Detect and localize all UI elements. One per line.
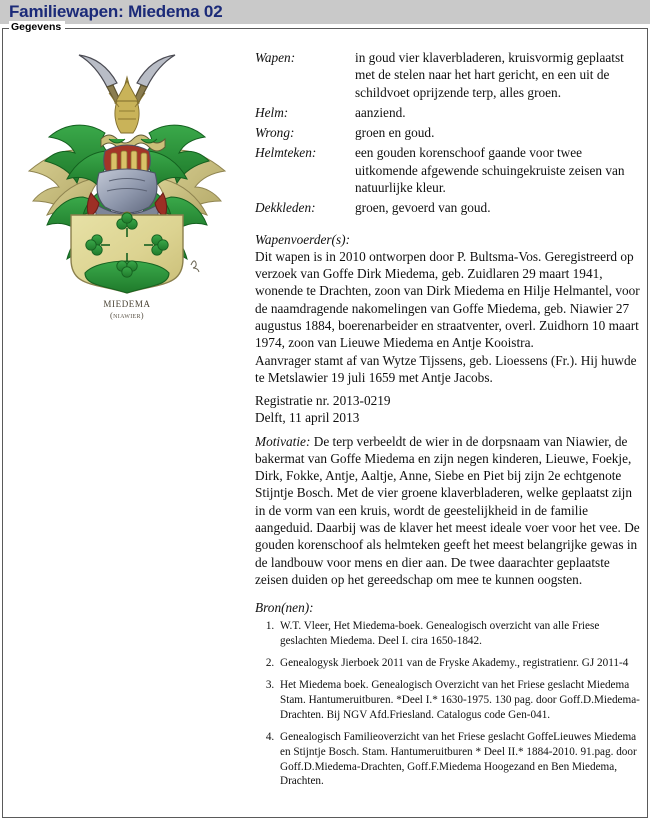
table-row	[255, 144, 643, 199]
list-item: 1. W.T. Vleer, Het Miedema-boek. Genealogisch overzicht van alle Friese geslachten Miedema. Deel I. cira 1650-1842.	[277, 619, 643, 649]
table-row	[255, 124, 643, 144]
page-title: Familiewapen: Miedema 02	[9, 2, 223, 21]
coat-of-arms-column	[3, 43, 251, 796]
blazon-value: groen, gevoerd van goud.	[355, 200, 491, 216]
gegevens-panel	[2, 21, 648, 818]
table-row	[255, 104, 643, 124]
panel-legend: Gegevens	[9, 21, 65, 33]
list-item: 2. Genealogysk Jierboek 2011 van de Fryske Akademy., registratienr. GJ 2011-4	[277, 656, 643, 671]
list-item: 3. Het Miedema boek. Genealogisch Overzicht van het Friese geslacht Miedema Stam. Hantumeruitburen. *Deel I.* 1630-1975. 130 pag. door Goff.D.Miedema-Drachten. Bij NGV Afd.Friesland. Catalogus code Gen-041.	[277, 678, 643, 723]
spacer	[255, 220, 643, 231]
table-row	[255, 49, 643, 104]
registration-number: Registratie nr. 2013-0219	[255, 393, 391, 409]
spacer	[255, 588, 643, 599]
caption-family-name: miedema	[103, 296, 151, 310]
caption-place-name: (niawier)	[110, 310, 144, 321]
motivation-paragraph	[255, 433, 643, 589]
blazon-value: groen en goud.	[355, 125, 435, 141]
motivation-label: Motivatie:	[255, 433, 311, 449]
blazon-value: aanziend.	[355, 104, 406, 120]
shield	[71, 213, 183, 293]
blazon-label: Helmteken:	[255, 145, 317, 161]
place-and-date: Delft, 11 april 2013	[255, 410, 360, 426]
blazon-value: een gouden korenschoof gaande voor twee uitkomende afgewende schuingekruiste zeisen van natuurlijke kleur.	[355, 145, 625, 195]
motivation-text: De terp verbeeldt de wier in de dorpsnaam van Niawier, de bakermat van Goffe Miedema en zijn negen kinderen, Lieuwe, Foekje, Dirk, Fokke, Antje, Aaltje, Anne, Siebe en Piet bij zijn 2e echtgenote Stijntje Bosch. Met de vier groene klaverbladeren, welke geplaatst zijn in de vorm van een kruis, wordt de geestelijkheid in de familie aangeduid. Daarbij was de klaver het meest ideale voer voor het vee. De gouden korenschoof als helmteken geeft het meest belangrijke gewas in de landbouw voor mens en dier aan. De twee daarachter geplaatste zeisen duiden op het gereedschap om mee te kunnen oogsten.	[255, 433, 640, 587]
blazon-label: Helm:	[255, 104, 289, 120]
coat-of-arms-image	[13, 47, 241, 295]
blazon-label: Wapen:	[255, 50, 296, 65]
page-title-bar	[0, 0, 650, 24]
bearer-paragraph-1: Dit wapen is in 2010 ontworpen door P. Bultsma-Vos. Geregistreerd op verzoek van Goffe Dirk Miedema, geb. Zuidlaren 29 maart 1941, wonende te Drachten, zoon van Dirk Miedema en Hilje Helmantel, voor de naamdragende nakomelingen van Goffe Miedema, geb. Niawier 27 augustus 1884, boerenarbeider en straatventer, overl. Zuidhorn 10 maart 1974, zoon van Lieuwe Miedema en Antje Kooistra.	[255, 248, 640, 351]
blazon-value: in goud vier klaverbladeren, kruisvormig geplaatst met de stelen naar het hart gericht, en een uit de schildvoet oprijzende terp, alles groen.	[355, 50, 624, 100]
blazon-label: Wrong:	[255, 125, 295, 141]
sources-heading: Bron(nen):	[255, 600, 314, 616]
bearer-paragraph-2: Aanvrager stamt af van Wytze Tijssens, geb. Lioessens (Fr.). Hij huwde te Metslawier 19 juli 1659 met Antje Jacobs.	[255, 352, 637, 385]
description-column	[251, 43, 647, 796]
blazon-table	[255, 49, 643, 220]
artist-monogram	[191, 261, 199, 272]
coat-of-arms-svg	[13, 47, 241, 295]
coat-of-arms-caption	[103, 297, 150, 320]
blazon-label: Dekkleden:	[255, 200, 316, 216]
crest-wheat-sheaf	[109, 77, 145, 133]
sources-list	[255, 619, 643, 789]
table-row	[255, 199, 643, 219]
list-item: 4. Genealogisch Familieoverzicht van het Friese geslacht GoffeLieuwes Miedema en Stijntje Bosch. Stam. Hantumeruitburen * Deel II.* 1884-2010. 91.pag. door Goff.D.Miedema-Drachten, Goff.F.Miedema Hoogezand en Ben Miedema, Drachten.	[277, 730, 643, 790]
bearer-heading: Wapenvoerder(s):	[255, 231, 351, 247]
